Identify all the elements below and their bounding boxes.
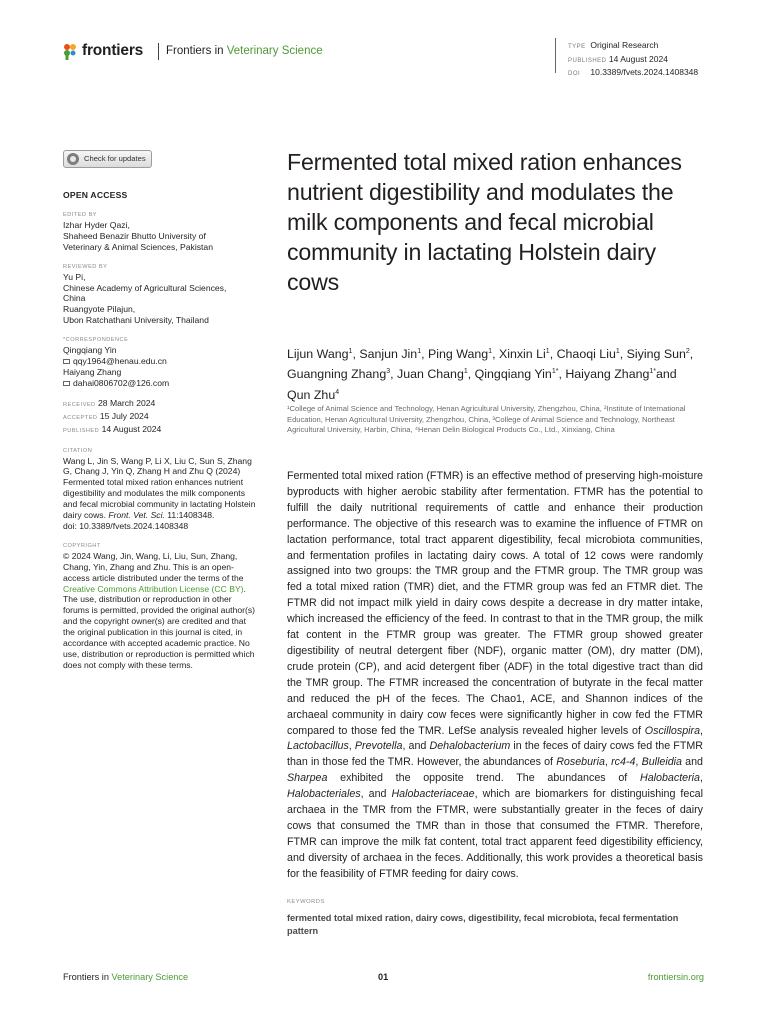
author-affiliation-mark: 1 bbox=[348, 348, 353, 355]
keywords-label: KEYWORDS bbox=[287, 899, 325, 905]
copyright bbox=[63, 551, 258, 671]
journal-title: Veterinary Science bbox=[226, 45, 323, 57]
editor-line: Izhar Hyder Qazi, bbox=[63, 219, 130, 230]
citation-doi[interactable]: doi: 10.3389/fvets.2024.1408348 bbox=[63, 520, 189, 531]
accepted-label: ACCEPTED bbox=[63, 414, 98, 421]
type-label: TYPE bbox=[568, 44, 586, 50]
history-dates bbox=[63, 398, 258, 437]
citation bbox=[63, 456, 258, 532]
correspondent-email-row[interactable] bbox=[63, 378, 258, 389]
author-name[interactable]: Sanjun Jin bbox=[359, 347, 418, 362]
author-affiliation-mark: 4 bbox=[335, 388, 340, 396]
copyright-label: COPYRIGHT bbox=[63, 542, 101, 549]
author-affiliation-mark: 1 bbox=[615, 348, 620, 355]
abstract-taxon: Lactobacillus bbox=[287, 740, 349, 753]
edited-by bbox=[63, 220, 258, 253]
footer-journal-name: Veterinary Science bbox=[111, 972, 189, 982]
abstract-text: , bbox=[700, 724, 703, 737]
reviewer-line: Yu Pi, bbox=[63, 271, 86, 282]
envelope-icon bbox=[63, 381, 70, 386]
received-date: 28 March 2024 bbox=[98, 397, 156, 408]
correspondence bbox=[63, 345, 258, 389]
footer-journal[interactable] bbox=[63, 972, 188, 982]
article-meta bbox=[568, 40, 698, 81]
abstract-taxon: Halobacteria bbox=[640, 772, 701, 785]
envelope-icon bbox=[63, 359, 70, 364]
author-name[interactable]: Xinxin Li bbox=[498, 347, 546, 362]
author-name[interactable]: Guangning Zhang bbox=[287, 367, 387, 382]
correspondent-name: Qingqiang Yin bbox=[63, 345, 117, 356]
reviewer-line: Ubon Ratchathani University, Thailand bbox=[63, 315, 209, 326]
published-value: 14 August 2024 bbox=[608, 53, 668, 64]
author-affiliation-mark: 1 bbox=[545, 348, 550, 355]
author-name[interactable]: Siying Sun bbox=[626, 347, 686, 362]
page-number: 01 bbox=[378, 972, 389, 982]
check-updates-label: Check for updates bbox=[84, 153, 146, 163]
abstract-text: , and bbox=[402, 740, 430, 753]
doi-value[interactable]: 10.3389/fvets.2024.1408348 bbox=[590, 67, 699, 77]
copyright-text-end: . The use, distribution or reproduction in other forums is permitted, provided the original author(s) and the copyright owner(s) are credited and that the original publication in this journal is cited, in accordance with accepted academic practice. No use, distribution or reproduction is permitted which does not comply with these terms. bbox=[63, 583, 256, 670]
crossmark-icon bbox=[67, 153, 79, 165]
copyright-text: © 2024 Wang, Jin, Wang, Li, Liu, Sun, Zhang, Chang, Yin, Zhang and Zhu. This is an open-access article distributed under the terms of the bbox=[63, 550, 244, 583]
affiliations: ¹College of Animal Science and Technology, Henan Agricultural University, Zhengzhou, China, ²Institute of International Education, Henan Agricultural University, Zhengzhou, China, ³College of Animal Science and Technology, Northeast Agricultural University, Harbin, China, ⁴Henan Delin Biological Products Co., Ltd., Xinxiang, China bbox=[287, 404, 686, 434]
logo-wordmark: frontiers bbox=[82, 42, 144, 59]
citation-volume: 11:1408348. bbox=[167, 510, 215, 521]
abstract-taxon: Halobacteriaceae bbox=[391, 788, 475, 801]
correspondence-label: *CORRESPONDENCE bbox=[63, 337, 129, 344]
reviewed-by bbox=[63, 272, 258, 327]
author-affiliation-mark: 1 bbox=[488, 348, 493, 355]
reviewer-line: China bbox=[63, 293, 86, 304]
reviewer-line: Chinese Academy of Agricultural Sciences, bbox=[63, 282, 227, 293]
author-affiliation-mark: 1* bbox=[551, 368, 559, 376]
abstract-taxon: rc4-4 bbox=[611, 756, 636, 769]
published-row bbox=[63, 424, 258, 437]
correspondent-email-row[interactable] bbox=[63, 356, 258, 367]
author-name[interactable]: Haiyang Zhang bbox=[565, 367, 650, 382]
frontiers-logo-icon bbox=[63, 43, 78, 60]
accepted-date: 15 July 2024 bbox=[99, 410, 149, 421]
article-title: Fermented total mixed ration enhances nutrient digestibility and modulates the milk components and fecal microbial community in lactating Holstein dairy cows bbox=[287, 149, 682, 295]
abstract bbox=[287, 469, 703, 883]
abstract-taxon: Halobacteriales bbox=[287, 788, 361, 801]
abstract-taxon: Prevotella bbox=[354, 740, 403, 753]
abstract-text: exhibited the opposite trend. The abundances of bbox=[327, 772, 640, 785]
page-header bbox=[0, 0, 768, 90]
citation-text: Wang L, Jin S, Wang P, Li X, Liu C, Sun S, Zhang G, Chang J, Yin Q, Zhang H and Zhu Q (2024) Fermented total mixed ration enhances nutrient digestibility and modulates the milk components and fecal microbial community in lactating Holstein dairy cows. bbox=[63, 455, 256, 521]
correspondent-name: Haiyang Zhang bbox=[63, 366, 122, 377]
abstract-taxon: Sharpea bbox=[287, 772, 328, 785]
journal-prefix: Frontiers in bbox=[166, 45, 227, 57]
author-affiliation-mark: 1 bbox=[417, 348, 422, 355]
author-name[interactable]: Juan Chang bbox=[397, 367, 464, 382]
footer-site-link[interactable]: frontiersin.org bbox=[647, 972, 704, 982]
abstract-text: , bbox=[635, 756, 642, 769]
published-label: PUBLISHED bbox=[568, 57, 607, 64]
type-value: Original Research bbox=[590, 40, 659, 50]
author-name[interactable]: Ping Wang bbox=[428, 347, 489, 362]
edited-by-label: EDITED BY bbox=[63, 211, 98, 218]
correspondent-email[interactable]: qqy1964@henau.edu.cn bbox=[73, 356, 167, 367]
author-name[interactable]: Lijun Wang bbox=[287, 347, 349, 362]
published-label: PUBLISHED bbox=[63, 427, 100, 434]
journal-name[interactable] bbox=[166, 45, 323, 57]
abstract-text: Fermented total mixed ration (FTMR) is an effective method of preserving high-moisture byproducts with higher aerobic stability after fermentation. FTMR has the potential to fulfill the daily nutritional requirements of cattle and enhance their production performance. The objective of this research was to examine the influence of FTMR on lactation performance, total tract apparent digestibility, fecal microbiota communities, and fermentation profiles in lactating dairy cows. A total of 12 cows were randomly assigned into two groups: the TMR group and the FTMR group. The TMR group was fed a total mixed ration (TMR) diet, and the FTMR group was fed an FTMR diet. The FTMR did not impact milk yield in dairy cows despite a decrease in dry matter intake, which increased the efficiency of the feed. In contrast to that in the TMR group, the milk fat content in the FTMR group was greater. The FTMR group showed greater digestibility of neutral detergent fiber (NDF), organic matter (OM), dry matter (DM), crude protein (CP), and acid detergent fiber (ADF) in the total digestive tract than did the TMR group. The FTMR increased the concentration of butyrate in the fecal matter and reduced the pH of the feces. The Chao1, ACE, and Shannon indices of the archaeal community in dairy cow feces were significantly higher in cow fed the FTMR compared to those fed the TMR. LefSe analysis revealed higher levels of bbox=[287, 470, 703, 737]
abstract-text: , bbox=[700, 772, 703, 785]
accepted-row bbox=[63, 411, 258, 424]
abstract-taxon: Bulleidia bbox=[641, 756, 682, 769]
abstract-taxon: Dehalobacterium bbox=[429, 740, 511, 753]
received-label: RECEIVED bbox=[63, 401, 96, 408]
abstract-text: and bbox=[681, 756, 703, 769]
keywords: fermented total mixed ration, dairy cows, digestibility, fecal microbiota, fecal fermentation pattern bbox=[287, 913, 679, 937]
abstract-taxon: Oscillospira bbox=[644, 724, 701, 737]
doi-label: DOI bbox=[568, 71, 581, 77]
author-affiliation-mark: 2 bbox=[685, 348, 690, 355]
citation-journal: Front. Vet. Sci. bbox=[108, 510, 165, 521]
author-affiliation-mark: 1 bbox=[463, 368, 468, 376]
sidebar bbox=[63, 150, 258, 671]
author-name[interactable]: Qun Zhu bbox=[287, 387, 336, 402]
abstract-text: , which are biomarkers for distinguishing fecal archaea in the TMR from the FTMR, were substantially greater in the feces of dairy cows that consumed the TMR than in those that consumed the FTMR. Therefore, FTMR can improve the milk fat content, total tract apparent feed digestibility efficiency, and diversity of archaea in the feces. Additionally, this work provides a theoretical basis for the feasibility of FTMR feeding for dairy cows. bbox=[287, 788, 703, 880]
received-row bbox=[63, 398, 258, 411]
correspondent-email[interactable]: dahai0806702@126.com bbox=[73, 377, 170, 388]
author-name[interactable]: Chaoqi Liu bbox=[556, 347, 616, 362]
header-divider bbox=[158, 43, 159, 60]
abstract-text: , bbox=[604, 756, 612, 769]
footer-journal-prefix: Frontiers in bbox=[63, 972, 112, 982]
cc-by-license-link[interactable]: Creative Commons Attribution License (CC BY) bbox=[63, 583, 244, 594]
frontiers-logo[interactable] bbox=[63, 42, 143, 60]
abstract-text: in the feces of dairy cows fed the FTMR than in those fed the TMR. However, the abundances of bbox=[287, 740, 703, 769]
author-list: Lijun Wang$^1$, Sanjun Jin$^1$, Ping Wang$^1$, Xinxin Li$^1$, Chaoqi Liu$^1$, Siying Sun$^2$, Guangning Zhang$^3$, Juan Chang$^1$, Qingqiang Yin$^{1*}$, Haiyang Zhang$^{1*}$and Qun Zhu$^4$ bbox=[287, 347, 694, 402]
author-name[interactable]: Qingqiang Yin bbox=[474, 367, 552, 382]
abstract-text: , bbox=[348, 740, 355, 753]
editor-line: Veterinary & Animal Sciences, Pakistan bbox=[63, 241, 213, 252]
citation-label: CITATION bbox=[63, 447, 93, 454]
author-affiliation-mark: 3 bbox=[386, 368, 391, 376]
abstract-taxon: Roseburia bbox=[556, 756, 605, 769]
open-access-label: OPEN ACCESS bbox=[63, 190, 128, 200]
reviewed-by-label: REVIEWED BY bbox=[63, 263, 108, 270]
abstract-text: , and bbox=[360, 788, 392, 801]
reviewer-line: Ruangyote Pilajun, bbox=[63, 304, 136, 315]
check-for-updates-button[interactable] bbox=[63, 150, 152, 168]
published-date: 14 August 2024 bbox=[101, 423, 162, 434]
editor-line: Shaheed Benazir Bhutto University of bbox=[63, 230, 206, 241]
meta-divider bbox=[555, 38, 556, 73]
author-affiliation-mark: 1* bbox=[649, 368, 656, 376]
